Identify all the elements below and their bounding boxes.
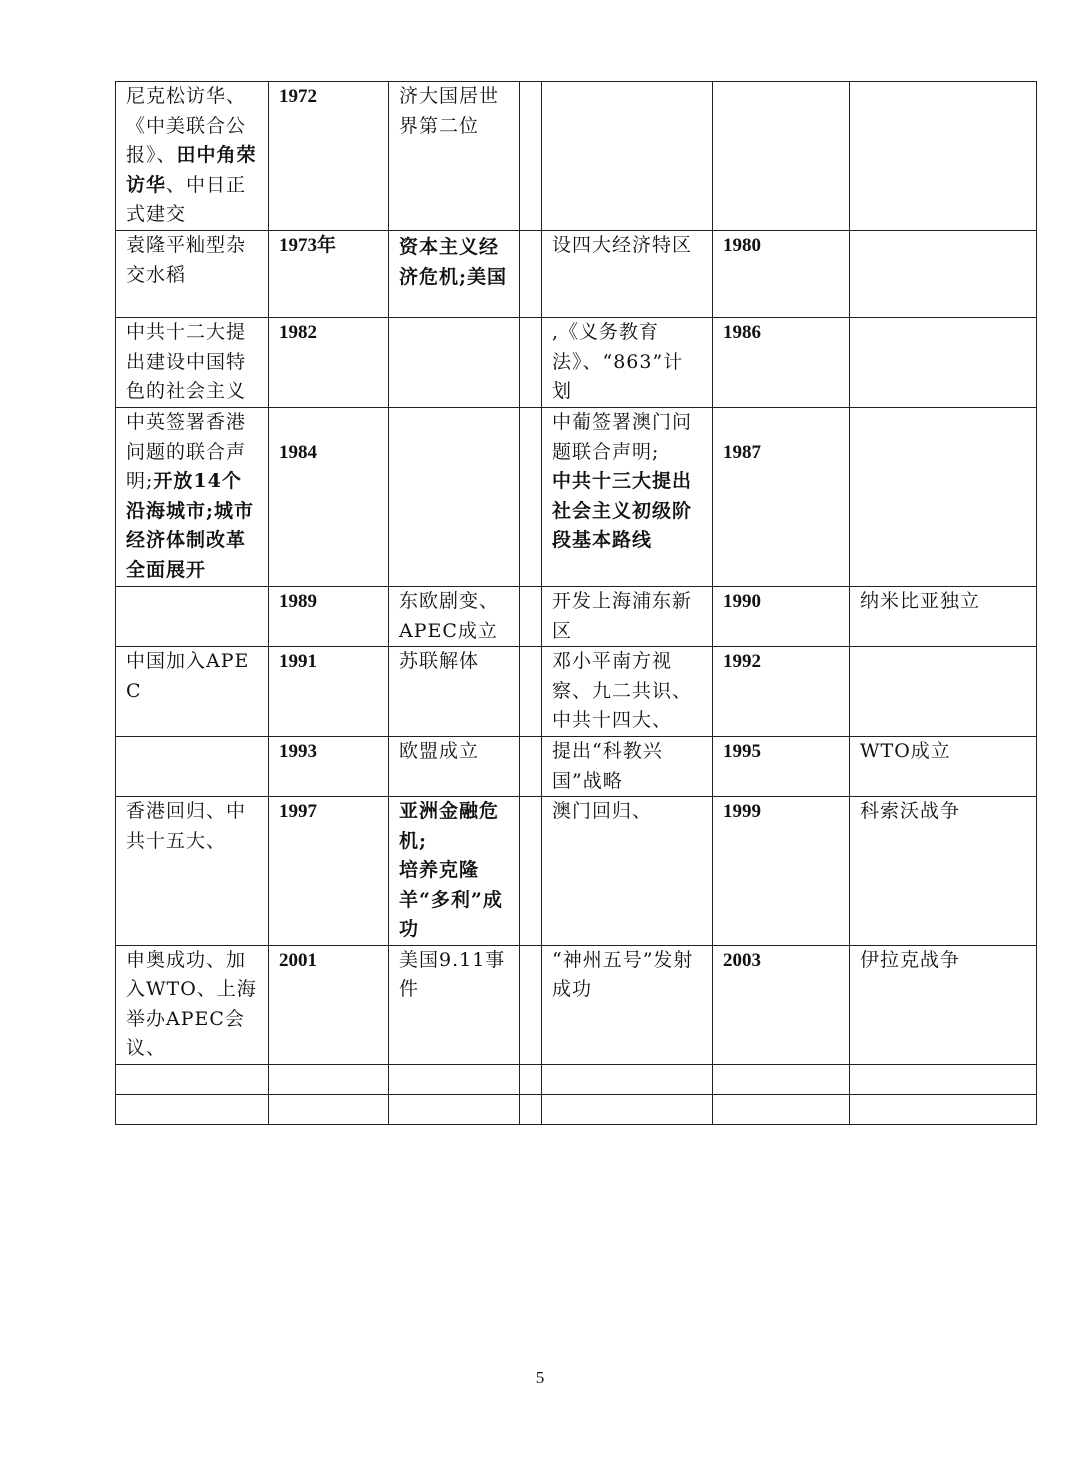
year-cell-c: 1980 [713, 231, 850, 318]
page-number: 5 [535, 1368, 545, 1387]
event-cell-a: 中英签署香港问题的联合声明;开放14个沿海城市;城市经济体制改革全面展开 [116, 408, 269, 587]
empty-cell [542, 1094, 713, 1124]
year-cell-a: 1997 [269, 797, 389, 946]
event-cell-c: “神州五号”发射成功 [542, 945, 713, 1064]
table-row [116, 647, 1037, 737]
event-cell-b: 资本主义经济危机;美国 [389, 231, 520, 318]
empty-cell [269, 1064, 389, 1094]
year-cell-c [713, 82, 850, 231]
spacer-cell [520, 587, 542, 647]
event-cell-b: 东欧剧变、APEC成立 [389, 587, 520, 647]
event-cell-b: 美国9.11事件 [389, 945, 520, 1064]
empty-cell [116, 1094, 269, 1124]
year-cell-a: 1982 [269, 318, 389, 408]
empty-cell [850, 1064, 1037, 1094]
event-cell-a [116, 587, 269, 647]
year-cell-a: 2001 [269, 945, 389, 1064]
event-cell-c: 邓小平南方视察、九二共识、中共十四大、 [542, 647, 713, 737]
empty-cell [116, 1064, 269, 1094]
event-cell-d [850, 408, 1037, 587]
year-cell-c: 2003 [713, 945, 850, 1064]
empty-table-row [116, 1064, 1037, 1094]
spacer-cell [520, 797, 542, 946]
event-cell-a: 尼克松访华、《中美联合公报》、田中角荣访华、中日正式建交 [116, 82, 269, 231]
table-row [116, 945, 1037, 1064]
table-row [116, 797, 1037, 946]
empty-cell [850, 1094, 1037, 1124]
year-cell-a: 1984 [269, 408, 389, 587]
event-cell-b: 欧盟成立 [389, 737, 520, 797]
event-cell-b: 亚洲金融危机; 培养克隆羊“多利”成功 [389, 797, 520, 946]
table-row [116, 587, 1037, 647]
year-cell-a: 1993 [269, 737, 389, 797]
spacer-cell [520, 1094, 542, 1124]
event-cell-d [850, 647, 1037, 737]
spacer-cell [520, 945, 542, 1064]
table-row [116, 318, 1037, 408]
empty-table-row [116, 1094, 1037, 1124]
event-cell-d [850, 82, 1037, 231]
event-cell-a: 香港回归、中共十五大、 [116, 797, 269, 946]
year-cell-c: 1990 [713, 587, 850, 647]
year-cell-a: 1989 [269, 587, 389, 647]
table-row [116, 737, 1037, 797]
spacer-cell [520, 231, 542, 318]
event-cell-d: 伊拉克战争 [850, 945, 1037, 1064]
table-row [116, 231, 1037, 318]
event-cell-b: 济大国居世界第二位 [389, 82, 520, 231]
spacer-cell [520, 647, 542, 737]
year-cell-c: 1999 [713, 797, 850, 946]
year-cell-a: 1991 [269, 647, 389, 737]
year-cell-a: 1973年 [269, 231, 389, 318]
event-cell-c: 开发上海浦东新区 [542, 587, 713, 647]
history-timeline-table [115, 81, 1037, 1125]
event-cell-a: 袁隆平籼型杂交水稻 [116, 231, 269, 318]
year-cell-c: 1987 [713, 408, 850, 587]
event-cell-c: 提出“科教兴国”战略 [542, 737, 713, 797]
table-row [116, 82, 1037, 231]
event-cell-a [116, 737, 269, 797]
event-cell-d: 纳米比亚独立 [850, 587, 1037, 647]
empty-cell [542, 1064, 713, 1094]
year-cell-c: 1995 [713, 737, 850, 797]
event-cell-a: 申奥成功、加入WTO、上海举办APEC会议、 [116, 945, 269, 1064]
empty-cell [713, 1094, 850, 1124]
table-row [116, 408, 1037, 587]
event-cell-a: 中国加入APEC [116, 647, 269, 737]
spacer-cell [520, 737, 542, 797]
spacer-cell [520, 318, 542, 408]
year-cell-c: 1986 [713, 318, 850, 408]
empty-cell [713, 1064, 850, 1094]
event-cell-d [850, 231, 1037, 318]
event-cell-c: ,《义务教育法》、“863”计划 [542, 318, 713, 408]
spacer-cell [520, 408, 542, 587]
event-cell-c: 设四大经济特区 [542, 231, 713, 318]
event-cell-b [389, 408, 520, 587]
spacer-cell [520, 82, 542, 231]
event-cell-c: 中葡签署澳门问题联合声明; 中共十三大提出社会主义初级阶段基本路线 [542, 408, 713, 587]
empty-cell [269, 1094, 389, 1124]
event-cell-d [850, 318, 1037, 408]
event-cell-c [542, 82, 713, 231]
event-cell-a: 中共十二大提出建设中国特色的社会主义 [116, 318, 269, 408]
spacer-cell [520, 1064, 542, 1094]
event-cell-c: 澳门回归、 [542, 797, 713, 946]
empty-cell [389, 1064, 520, 1094]
empty-cell [389, 1094, 520, 1124]
event-cell-d: WTO成立 [850, 737, 1037, 797]
event-cell-b [389, 318, 520, 408]
year-cell-a: 1972 [269, 82, 389, 231]
event-cell-b: 苏联解体 [389, 647, 520, 737]
year-cell-c: 1992 [713, 647, 850, 737]
event-cell-d: 科索沃战争 [850, 797, 1037, 946]
